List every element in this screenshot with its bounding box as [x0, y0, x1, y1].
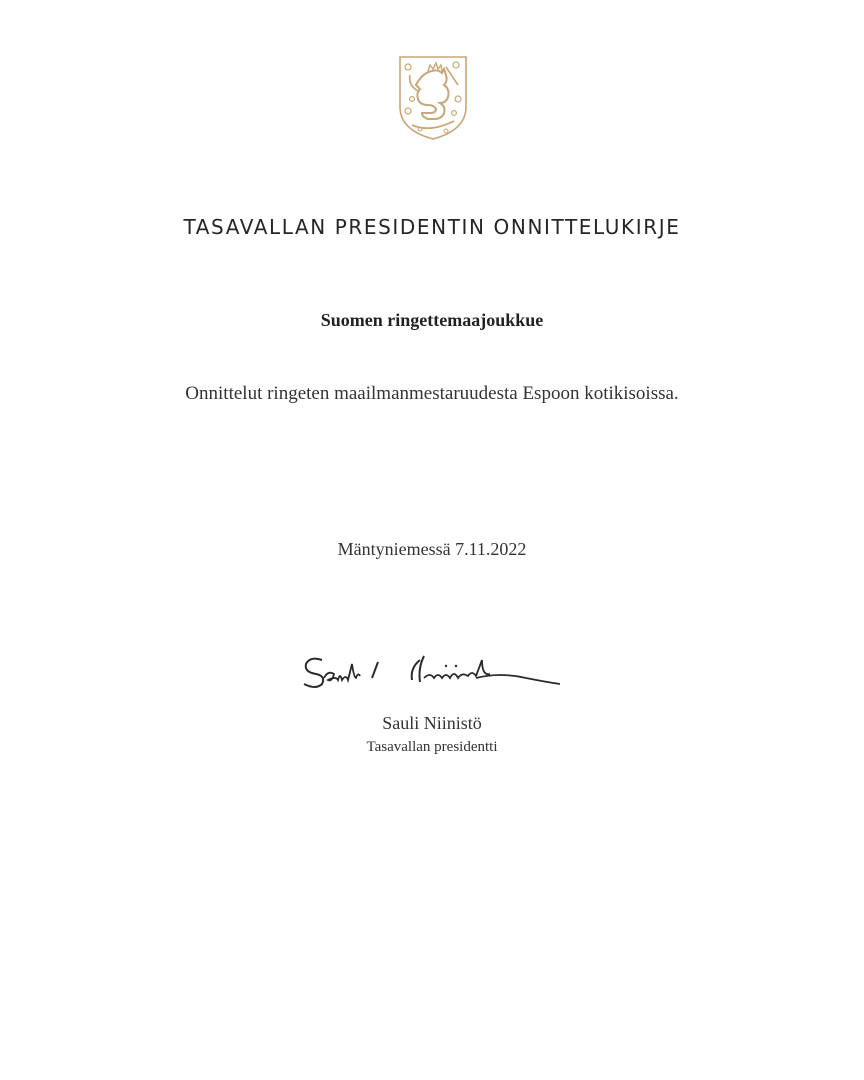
recipient-name: Suomen ringettemaajoukkue	[320, 310, 544, 330]
document-heading: TASAVALLAN PRESIDENTIN ONNITTELUKIRJE	[183, 215, 681, 239]
place-and-date: Mäntyniemessä 7.11.2022	[337, 539, 527, 559]
signer-name: Sauli Niinistö	[382, 713, 482, 733]
congratulation-message: Onnittelut ringeten maailmanmestaruudesta Espoon kotikisoissa.	[185, 383, 679, 404]
signer-title: Tasavallan presidentti	[366, 739, 498, 755]
lion-coat-of-arms-icon	[398, 55, 468, 141]
handwritten-signature	[300, 648, 564, 694]
